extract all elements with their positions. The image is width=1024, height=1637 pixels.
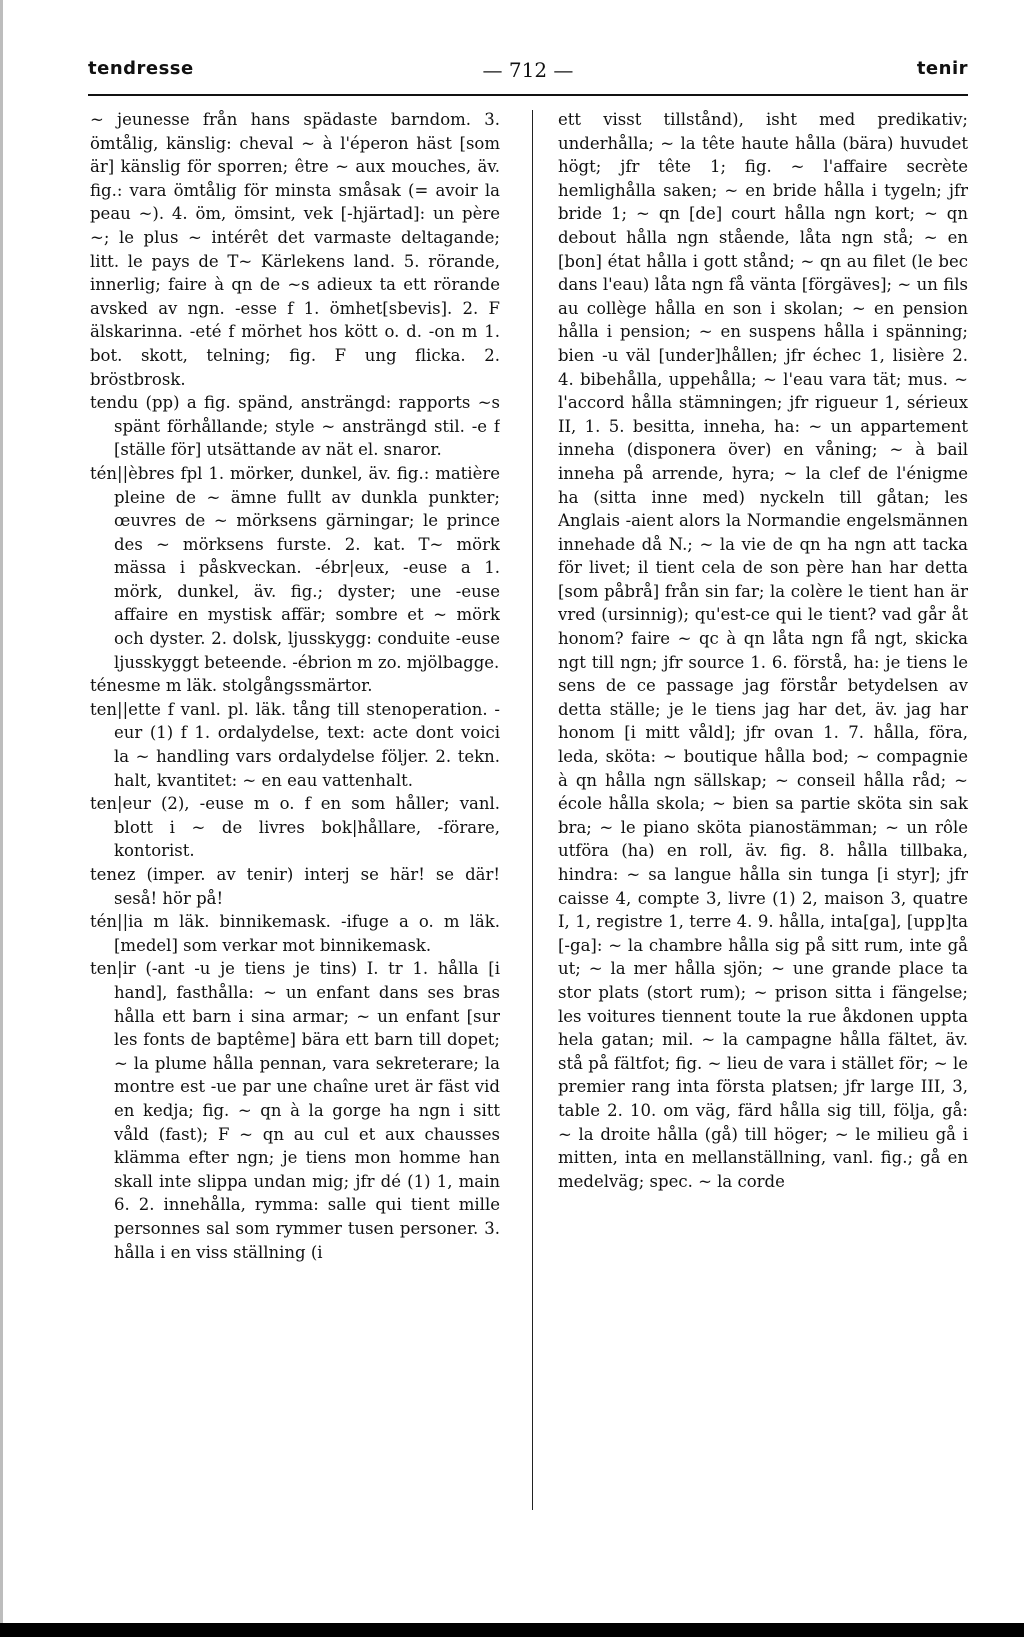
dictionary-entry: tén||ia m läk. binnikemask. -ifuge a o. m läk. [medel] som verkar mot binnikemask. (90, 912, 500, 955)
header-rule (88, 94, 968, 96)
scan-bottom-edge (0, 1623, 1024, 1637)
dictionary-entry: ~ jeunesse från hans spädaste barndom. 3. ömtålig, känslig: cheval ~ à l'éperon häst [som är] känslig för sporren; être ~ aux mouches, äv. fig.: vara ömtålig för minsta småsak (= avoir la peau ~). 4. öm, ömsint, vek [-hjärtad]: un père ~; le plus ~ intérêt det varmaste deltagande; litt. le pays de T~ Kärlekens land. 5. rörande, innerlig; faire à qn de ~s adieux ta ett rörande avsked av ngn. -esse f 1. ömhet[sbevis]. 2. F älskarinna. -eté f mörhet hos kött o. d. -on m 1. bot. skott, telning; fig. F ung flicka. 2. bröstbrosk. (90, 110, 500, 389)
dictionary-entry: ett visst tillstånd), isht med predikativ; underhålla; ~ la tête haute hålla (bära) huvudet högt; jfr tête 1; fig. ~ l'affaire secrète hemlighålla saken; ~ en bride hålla i tygeln; jfr bride 1; ~ qn [de] court hålla ngn kort; ~ qn debout hålla ngn stående, låta ngn stå; ~ en [bon] état hålla i gott stånd; ~ qn au filet (le bec dans l'eau) låta ngn få vänta [förgäves]; ~ un fils au collège hålla en son i skolan; ~ en pension hålla i pension; ~ en suspens hålla i spänning; bien -u väl [under]hållen; jfr échec 1, lisière 2. 4. bibehålla, uppehålla; ~ l'eau vara tät; mus. ~ l'accord hålla stämningen; jfr rigueur 1, sérieux II, 1. 5. besitta, inneha, ha: ~ un appartement inneha (disponera över) en våning; ~ à bail inneha på arrende, hyra; ~ la clef de l'énigme ha (sitta inne med) nyckeln till gåtan; les Anglais -aient alors la Normandie engelsmännen innehade då N.; ~ la vie de qn ha ngn att tacka för livet; il tient cela de son père han har detta [som påbrå] från sin far; la colère le tient han är vred (ursinnig); qu'est-ce qui le tient? vad går åt honom? faire ~ qc à qn låta ngn få ngt, skicka ngt till ngn; jfr source 1. 6. förstå, ha: je tiens le sens de ce passage jag förstår betydelsen av detta ställe; je le tiens jag har det, äv. jag har honom [i mitt våld]; jfr ovan 1. 7. hålla, föra, leda, sköta: ~ boutique hålla bod; ~ compagnie à qn hålla ngn sällskap; ~ conseil hålla råd; ~ école hålla skola; ~ bien sa partie sköta sin sak bra; ~ le piano sköta pianostämman; ~ un rôle utföra (ha) en roll, äv. fig. 8. hålla tillbaka, hindra: ~ sa langue hålla sin tunga [i styr]; jfr caisse 4, compte 3, livre (1) 2, maison 3, quatre I, 1, registre 1, terre 4. 9. hålla, inta[ga], [upp]ta [-ga]: ~ la chambre hålla sig på sitt rum, inte gå ut; ~ la mer hålla sjön; ~ une grande place ta stor plats (stort rum); ~ prison sitta i fängelse; les voitures tiennent toute la rue åkdonen uppta hela gatan; mil. ~ la campagne hålla fältet, äv. stå på fältfot; fig. ~ lieu de vara i stället för; ~ le premier rang inta första platsen; jfr large III, 3, table 2. 10. om väg, färd hålla sig till, följa, gå: ~ la droite hålla (gå) till höger; ~ le milieu gå i mitten, inta en mellanställning, vanl. fig.; gå en medelväg; spec. ~ la corde (558, 110, 968, 1191)
column-divider (532, 110, 533, 1510)
page-edge-shadow (0, 0, 3, 1637)
header-last-word: tenir (916, 58, 968, 79)
running-head (88, 58, 968, 88)
dictionary-entry: ten||ette f vanl. pl. läk. tång till stenoperation. -eur (1) f 1. ordalydelse, text: acte dont voici la ~ handling vars ordalydelse följer. 2. tekn. halt, kvantitet: ~ en eau vattenhalt. (90, 699, 500, 790)
dictionary-entry: ten|ir (-ant -u je tiens je tins) I. tr 1. hålla [i hand], fasthålla: ~ un enfant dans ses bras hålla ett barn i sina armar; ~ un enfant [sur les fonts de baptême] bära ett barn till dopet; ~ la plume hålla pennan, vara sekreterare; la montre est -ue par une chaîne uret är fäst vid en kedja; fig. ~ qn à la gorge ha ngn i sitt våld (fast); F ~ qn au cul et aux chausses klämma efter ngn; je tiens mon homme han skall inte slippa undan mig; jfr dé (1) 1, main 6. 2. innehålla, rymma: salle qui tient mille personnes sal som rymmer tusen personer. 3. hålla i en viss ställning (i (90, 959, 500, 1262)
dictionary-entry: ten|eur (2), -euse m o. f en som håller; vanl. blott i ~ de livres bok|hållare, -förare, kontorist. (90, 794, 500, 861)
left-column (90, 108, 500, 1518)
dictionary-entry: ténesme m läk. stolgångssmärtor. (90, 676, 373, 696)
dictionary-entry: tendu (pp) a fig. spänd, ansträngd: rapports ~s spänt förhållande; style ~ ansträngd stil. -e f [ställe för] utsättande av nät el. snaror. (90, 393, 500, 460)
header-first-word: tendresse (88, 58, 194, 79)
dictionary-entry: tén||èbres fpl 1. mörker, dunkel, äv. fig.: matière pleine de ~ ämne fullt av dunkla punkter; œuvres de ~ mörksens gärningar; le prince des ~ mörksens furste. 2. kat. T~ mörk mässa i påskveckan. -ébr|eux, -euse a 1. mörk, dunkel, äv. fig.; dyster; une -euse affaire en mystisk affär; sombre et ~ mörk och dyster. 2. dolsk, ljusskygg: conduite -euse ljusskyggt beteende. -ébrion m zo. mjölbagge. (90, 463, 500, 672)
right-column (558, 108, 968, 1518)
dictionary-entry: tenez (imper. av tenir) interj se här! se där! seså! hör på! (90, 865, 500, 908)
page-number: — 712 — (482, 58, 574, 82)
